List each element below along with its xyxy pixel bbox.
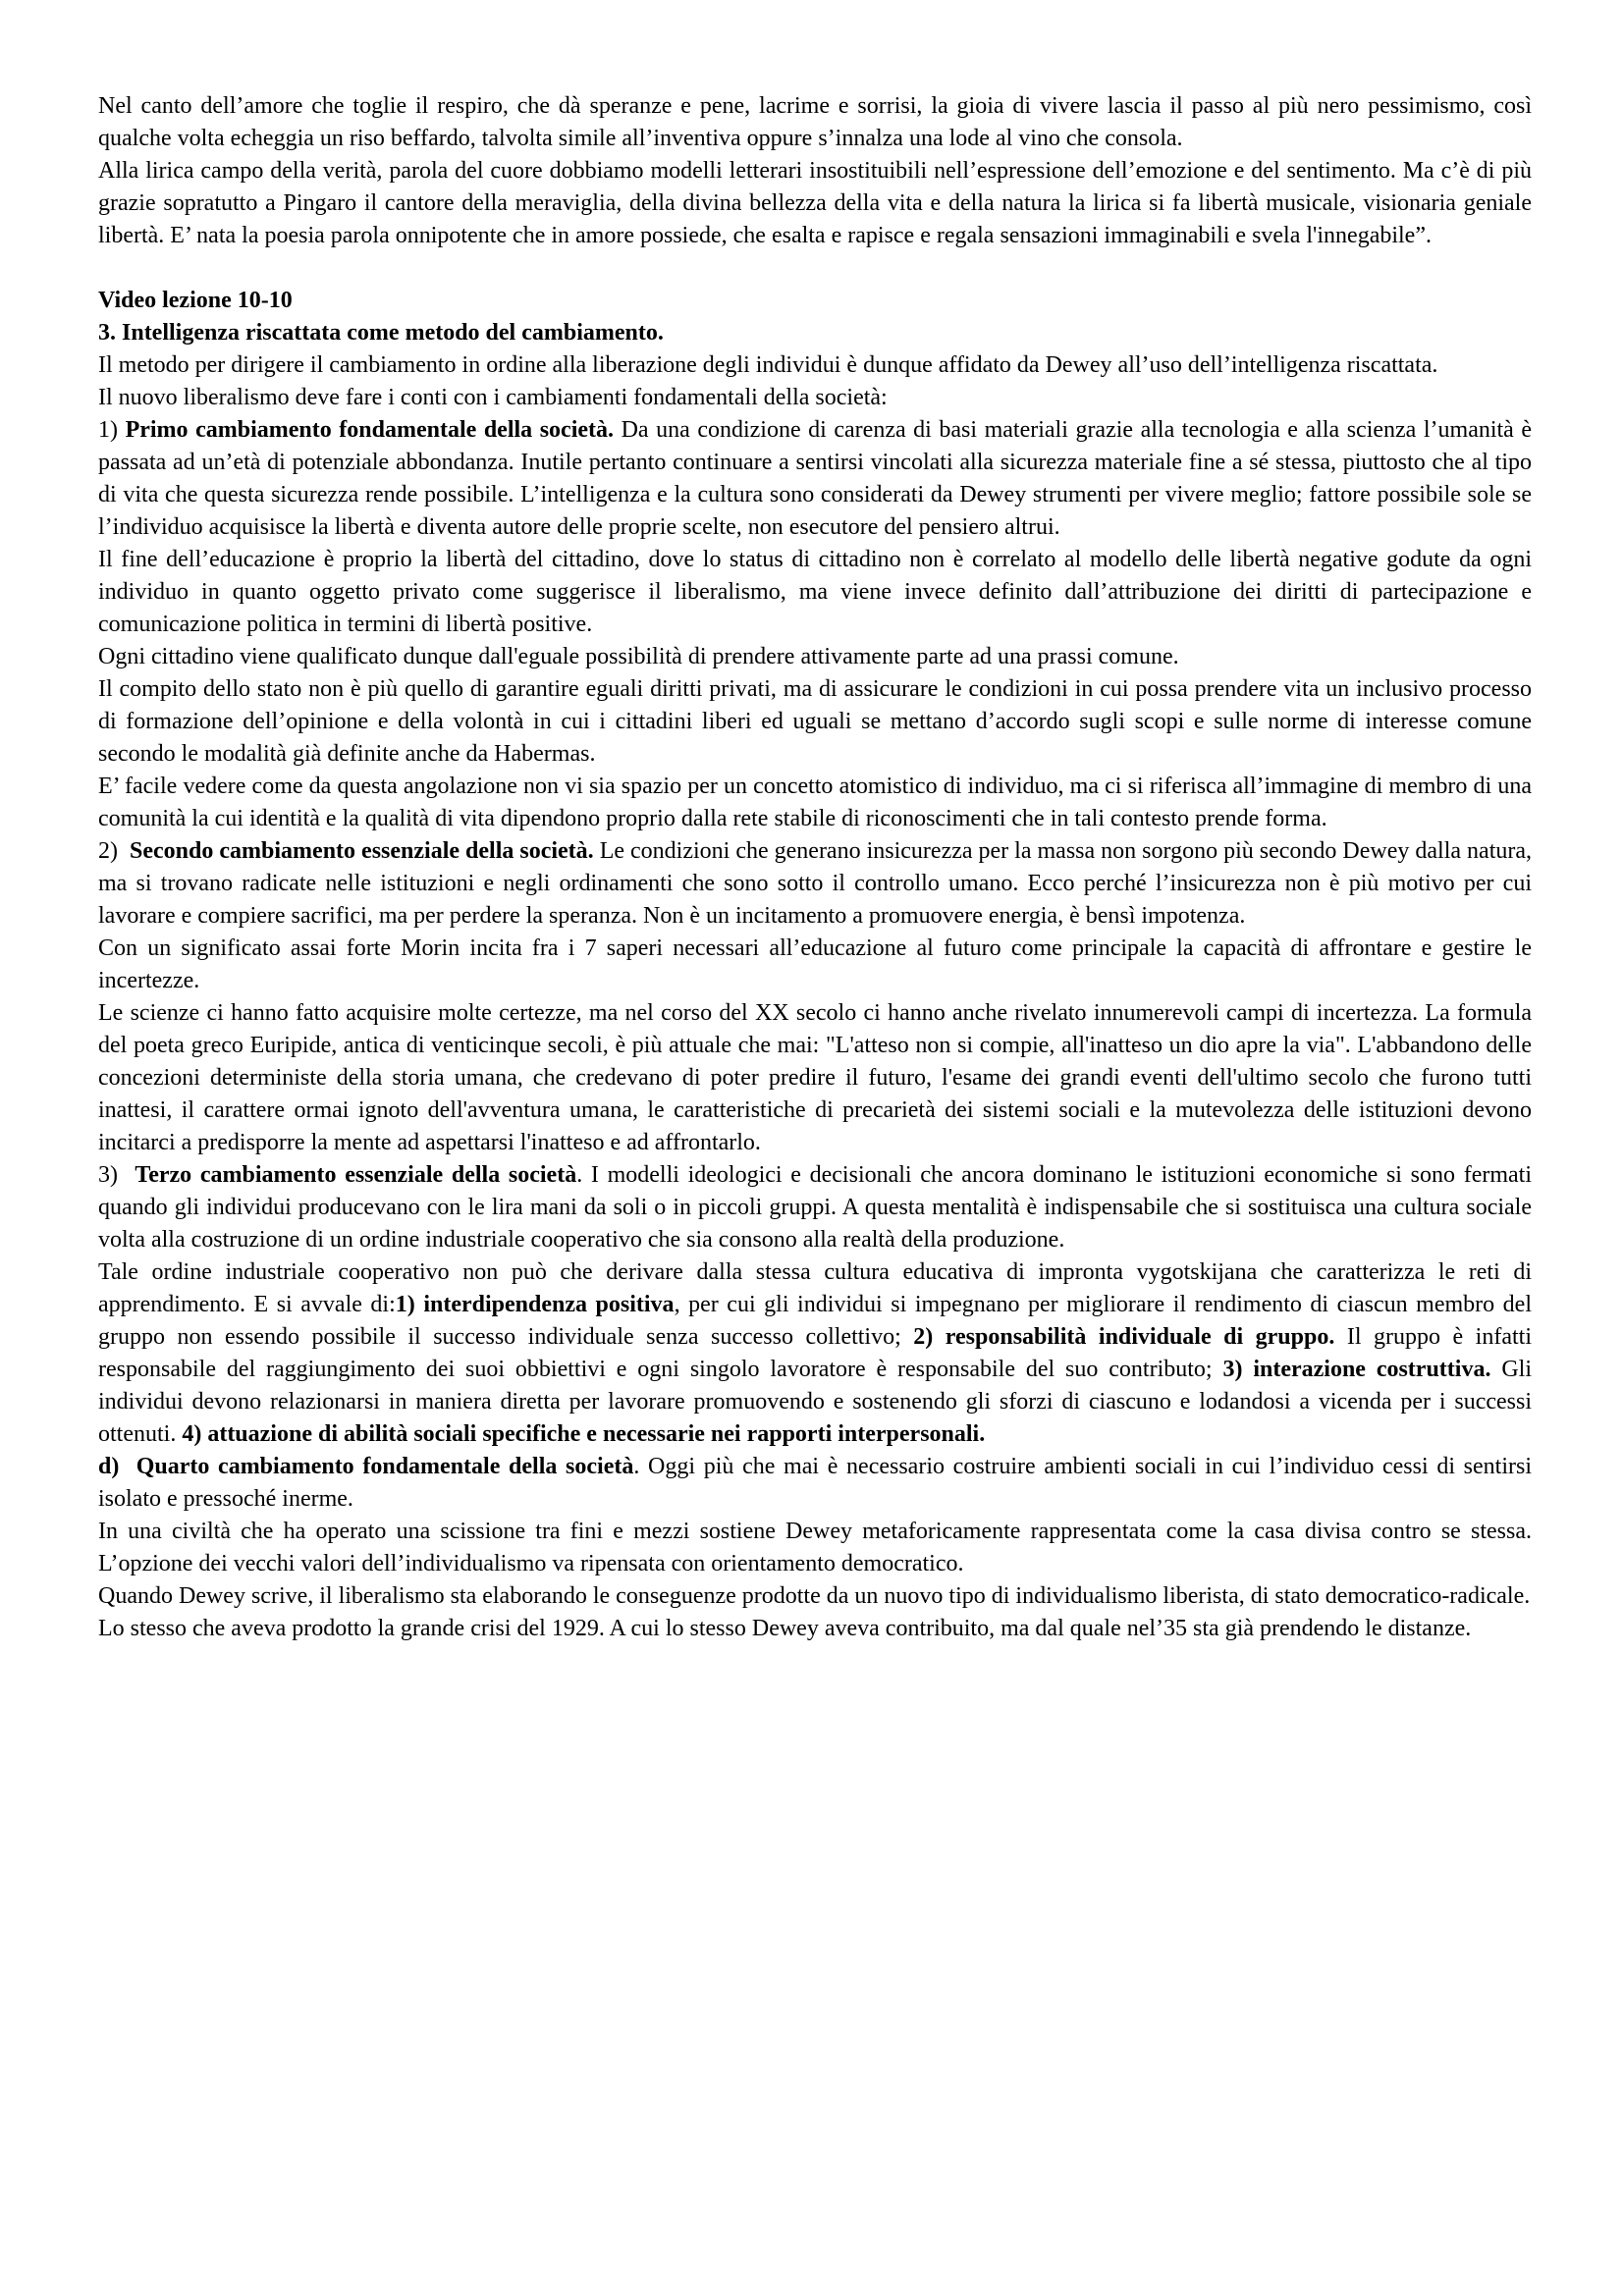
- change-4-paragraph: [98, 1451, 1532, 1516]
- item-1-text: , per cui gli individui si impegnano per migliorare il rendimento di ciascun membro del gruppo non essendo possibile il successo individuale senza successo collettivo;: [98, 1292, 1533, 1350]
- citizen-paragraph: Ogni cittadino viene qualificato dunque dall'eguale possibilità di prendere attivamente parte ad una prassi comune.: [98, 644, 1179, 669]
- civilization-paragraph: In una civiltà che ha operato una scissione tra fini e mezzi sostiene Dewey metaforicamente rappresentata come la casa divisa contro se stessa. L’opzione dei vecchi valori dell’individualismo va ripensata con orientamento democratico.: [98, 1519, 1532, 1576]
- change-1-title: Primo cambiamento fondamentale della società.: [125, 417, 615, 443]
- dewey-writes-paragraph: Quando Dewey scrive, il liberalismo sta elaborando le conseguenze prodotte da un nuovo tipo di individualismo liberista, di stato democratico-radicale.: [98, 1583, 1531, 1609]
- morin-paragraph: Con un significato assai forte Morin incita fra i 7 saperi necessari all’educazione al futuro come principale la capacità di affrontare e gestire le incertezze.: [98, 935, 1532, 993]
- change-1-text: Da una condizione di carenza di basi materiali grazie alla tecnologia e alla scienza l’umanità è passata ad un’età di potenziale abbondanza. Inutile pertanto continuare a sentirsi vincolati alla sicurezza materiale fine a sé stessa, piuttosto che al tipo di vita che questa sicurezza rende possibile. L’intelligenza e la cultura sono considerati da Dewey strumenti per vivere meglio; fattore possibile sole se l’individuo acquisisce la libertà e diventa autore delle proprie scelte, non esecutore del pensiero altrui.: [98, 417, 1533, 540]
- change-3-paragraph: [98, 1159, 1532, 1256]
- change-4-number: d): [98, 1454, 120, 1479]
- change-3-number: 3): [98, 1162, 118, 1188]
- change-3-text: . I modelli ideologici e decisionali che ancora dominano le istituzioni economiche si sono fermati quando gli individui producevano con le lira mani da soli o in piccoli gruppi. A questa mentalità è indispensabile che si sostituisca una cultura sociale volta alla costruzione di un ordine industriale cooperativo che sia consono alla realtà della produzione.: [98, 1162, 1532, 1253]
- item-3-text: Gli individui devono relazionarsi in maniera diretta per lavorare promuovendo e sostenendo gli sforzi di ciascuno e lodandosi a vicenda per i successi ottenuti.: [98, 1357, 1532, 1447]
- change-1-paragraph: [98, 414, 1532, 544]
- change-1-number: 1): [98, 417, 118, 443]
- intro-paragraph-2: Alla lirica campo della verità, parola del cuore dobbiamo modelli letterari insostituibili nell’espressione dell’emozione e del sentimento. Ma c’è di più grazie sopratutto a Pingaro il cantore della meraviglia, della divina bellezza della vita e della natura la lirica si fa libertà musicale, visionaria geniale libertà. E’ nata la poesia parola onnipotente che in amore possiede, che esalta e rapisce e regala sensazioni immaginabili e svela l'innegabile”.: [98, 158, 1532, 248]
- change-4-title: Quarto cambiamento fondamentale della società: [135, 1454, 634, 1479]
- sciences-paragraph: Le scienze ci hanno fatto acquisire molte certezze, ma nel corso del XX secolo ci hanno anche rivelato innumerevoli campi di incertezza. La formula del poeta greco Euripide, antica di venticinque secoli, è più attuale che mai: "L'atteso non si compie, all'inatteso un dio apre la via". L'abbandono delle concezioni deterministe della storia umana, che credevano di poter predire il futuro, l'esame dei grandi eventi dell'ultimo secolo che furono tutti inattesi, il carattere ormai ignoto dell'avventura umana, le caratteristiche di precarietà dei sistemi sociali e la mutevolezza delle istituzioni devono incitarci a predisporre la mente ad aspettarsi l'inatteso e ad affrontarlo.: [98, 1000, 1532, 1155]
- community-paragraph: E’ facile vedere come da questa angolazione non vi sia spazio per un concetto atomistico di individuo, ma ci si riferisca all’immagine di membro di una comunità la cui identità e la qualità di vita dipendono proprio dalla rete stabile di riconoscimenti che in tali contesto prende forma.: [98, 774, 1532, 831]
- item-2-title: 2) responsabilità individuale di gruppo.: [913, 1324, 1335, 1350]
- document-page: [98, 90, 1532, 1645]
- item-4-title: 4) attuazione di abilità sociali specifiche e necessarie nei rapporti interpersonali.: [182, 1421, 986, 1447]
- liberalism-paragraph: Il nuovo liberalismo deve fare i conti con i cambiamenti fondamentali della società:: [98, 385, 888, 410]
- change-2-text: Le condizioni che generano insicurezza per la massa non sorgono più secondo Dewey dalla natura, ma si trovano radicate nelle istituzioni e negli ordinamenti che sono sotto il controllo umano. Ecco perché l’insicurezza non è più motivo per cui lavorare e compiere sacrifici, ma per perdere la speranza. Non è un incitamento a promuovere energia, è bensì impotenza.: [98, 838, 1533, 929]
- section-heading: 3. Intelligenza riscattata come metodo del cambiamento.: [98, 320, 664, 346]
- cooperative-order-paragraph: [98, 1256, 1532, 1451]
- change-2-paragraph: [98, 835, 1532, 933]
- crisis-paragraph: Lo stesso che aveva prodotto la grande crisi del 1929. A cui lo stesso Dewey aveva contribuito, ma dal quale nel’35 sta già prendendo le distanze.: [98, 1616, 1472, 1641]
- order-intro-text: Tale ordine industriale cooperativo non può che derivare dalla stessa cultura educativa di impronta vygotskijana che caratterizza le reti di apprendimento. E si avvale di:: [98, 1259, 1532, 1317]
- item-3-title: 3) interazione costruttiva.: [1222, 1357, 1491, 1382]
- intro-paragraph-1: Nel canto dell’amore che toglie il respiro, che dà speranze e pene, lacrime e sorrisi, la gioia di vivere lascia il passo al più nero pessimismo, così qualche volta echeggia un riso beffardo, talvolta simile all’inventiva oppure s’innalza una lode al vino che consola.: [98, 93, 1532, 151]
- item-2-text: Il gruppo è infatti responsabile del raggiungimento dei suoi obbiettivi e ogni singolo lavoratore è responsabile del suo contributo;: [98, 1324, 1533, 1382]
- change-2-title: Secondo cambiamento essenziale della società.: [130, 838, 594, 864]
- change-3-title: Terzo cambiamento essenziale della società: [135, 1162, 577, 1188]
- change-2-number: 2): [98, 838, 118, 864]
- state-paragraph: Il compito dello stato non è più quello di garantire eguali diritti privati, ma di assicurare le condizioni in cui possa prendere vita un inclusivo processo di formazione dell’opinione e della volontà in cui i cittadini liberi ed uguali se mettano d’accordo sugli scopi e sulle norme di interesse comune secondo le modalità già definite anche da Habermas.: [98, 676, 1532, 767]
- item-1-title: 1) interdipendenza positiva: [395, 1292, 675, 1317]
- education-paragraph: Il fine dell’educazione è proprio la libertà del cittadino, dove lo status di cittadino non è correlato al modello delle libertà negative godute da ogni individuo in quanto oggetto privato come suggerisce il liberalismo, ma viene invece definito dall’attribuzione dei diritti di partecipazione e comunicazione politica in termini di libertà positive.: [98, 547, 1532, 637]
- spacer: [98, 252, 1532, 285]
- method-paragraph: Il metodo per dirigere il cambiamento in ordine alla liberazione degli individui è dunque affidato da Dewey all’uso dell’intelligenza riscattata.: [98, 352, 1438, 378]
- change-4-text: . Oggi più che mai è necessario costruire ambienti sociali in cui l’individuo cessi di sentirsi isolato e pressoché inerme.: [98, 1454, 1533, 1512]
- lesson-title: Video lezione 10-10: [98, 288, 293, 313]
